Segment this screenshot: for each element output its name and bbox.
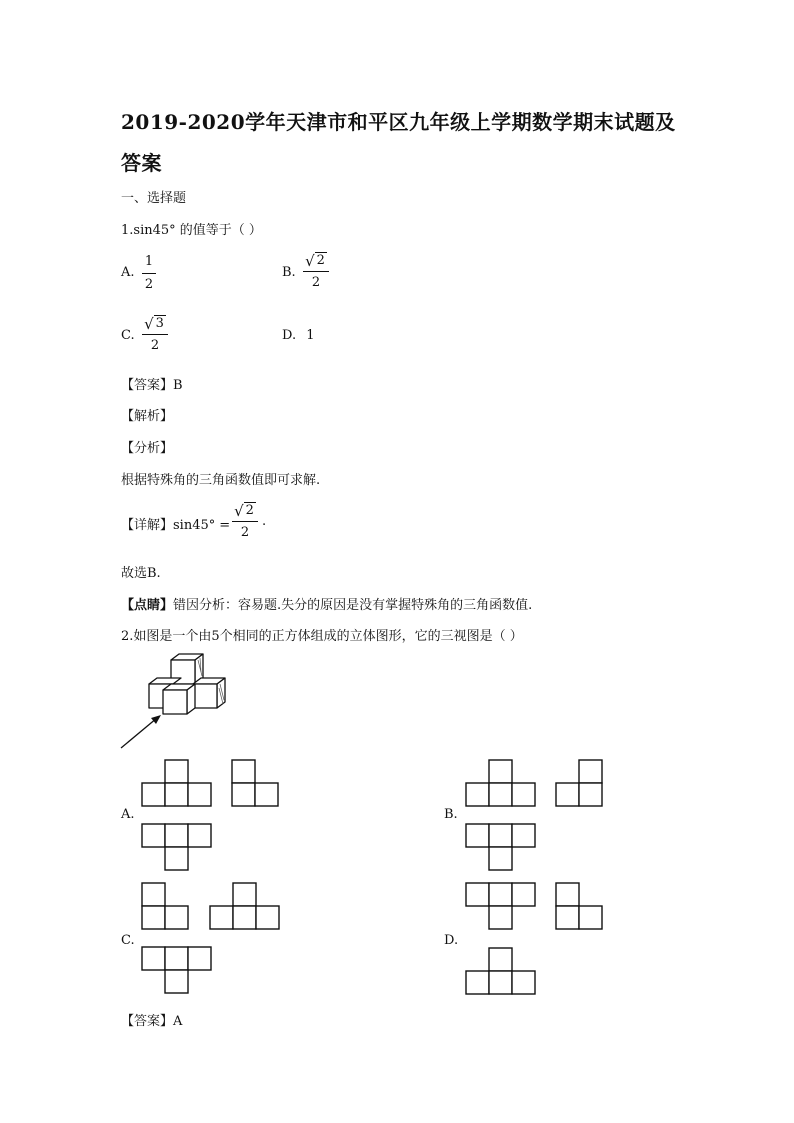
q1-answer	[121, 374, 183, 393]
q1-option-d-label: D.	[282, 328, 297, 343]
q1-option-c-label: C.	[121, 328, 135, 343]
q2-cube-figure	[115, 650, 235, 755]
q1-detail-tag: 【详解】	[121, 518, 174, 533]
q2-answer-value: A	[173, 1014, 183, 1029]
section-heading: 一、选择题	[121, 191, 187, 206]
q1-answer-value: B	[173, 378, 183, 393]
q1-detail-period: .	[262, 514, 267, 529]
q1-option-c-radicand: 3	[155, 316, 164, 331]
q1-option-d-value: 1	[306, 328, 315, 343]
q1-option-d	[282, 328, 315, 343]
q1-comment-tag: 【点睛】	[121, 598, 174, 613]
q1-option-b-label: B.	[282, 265, 296, 280]
q2-option-a-views	[140, 757, 285, 872]
q2-answer-tag: 【答案】	[121, 1014, 174, 1029]
q2-option-a-label: A.	[121, 807, 135, 822]
q1-answer-tag: 【答案】	[121, 378, 174, 393]
q1-comment	[121, 594, 532, 613]
q1-conclusion: 故选B.	[121, 566, 161, 581]
q1-fenxi-text: 根据特殊角的三角函数值即可求解.	[121, 473, 321, 488]
q1-option-c-fraction	[142, 315, 168, 355]
q2-option-b-label: B.	[444, 807, 458, 822]
q1-option-a-fraction	[142, 253, 156, 294]
q1-detail-radicand: 2	[245, 503, 254, 518]
q2-option-c-views	[140, 880, 285, 995]
q2-option-c-label: C.	[121, 933, 135, 948]
q1-option-a-numerator: 1	[144, 254, 154, 269]
q1-fenxi-tag: 【分析】	[121, 441, 174, 456]
q1-detail-fraction	[232, 502, 258, 542]
q1-option-b-denominator: 2	[311, 275, 321, 290]
q1-comment-text: 错因分析：容易题.失分的原因是没有掌握特殊角的三角函数值.	[173, 598, 533, 613]
q1-stem: 1.sin45° 的值等于（ ）	[121, 223, 262, 238]
q1-option-b-sqrt: √ 2	[305, 252, 325, 270]
q1-detail-sqrt: √ 2	[234, 502, 254, 520]
q1-option-a-label: A.	[121, 265, 135, 280]
q1-analysis-tag: 【解析】	[121, 409, 174, 424]
q2-stem: 2.如图是一个由5个相同的正方体组成的立体图形，它的三视图是（ ）	[121, 629, 523, 644]
q2-option-b-views	[464, 757, 609, 872]
doc-title-line1: 2019-2020学年天津市和平区九年级上学期数学期末试题及	[121, 110, 676, 134]
q1-detail	[121, 514, 230, 533]
q1-option-c-denominator: 2	[150, 338, 160, 353]
q1-option-b-fraction	[303, 252, 329, 292]
q2-option-d-label: D.	[444, 933, 459, 948]
q1-option-c-sqrt: √ 3	[144, 315, 164, 333]
q1-option-a-denominator: 2	[144, 277, 154, 292]
q1-detail-denominator: 2	[240, 525, 250, 540]
q2-option-d-views	[464, 880, 609, 998]
q1-option-b-radicand: 2	[316, 253, 325, 268]
q1-detail-expr: sin45°	[173, 518, 216, 533]
doc-title-line2: 答案	[121, 151, 162, 175]
q1-detail-eq: =	[219, 518, 231, 533]
q2-answer	[121, 1010, 182, 1029]
